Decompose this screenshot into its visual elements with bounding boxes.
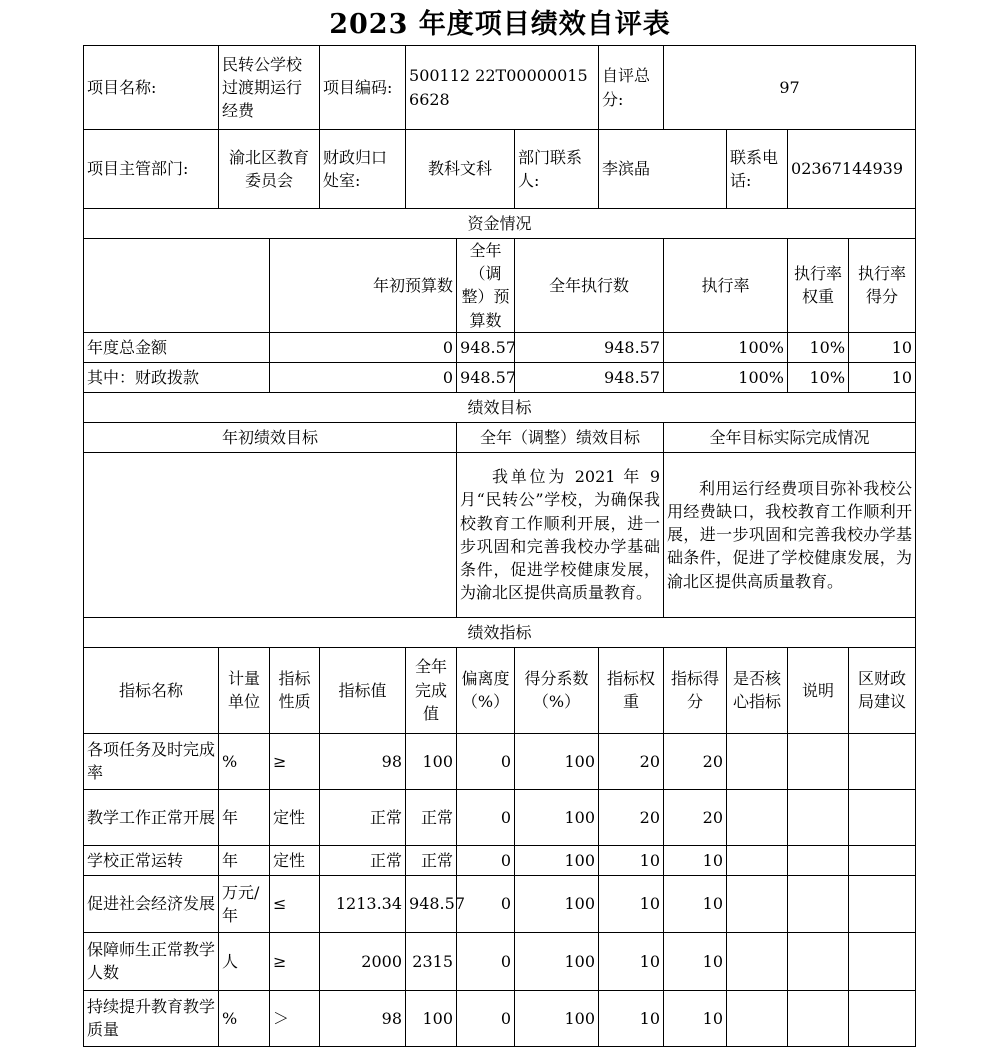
indicator-cell — [849, 845, 916, 875]
goals-col-header: 全年目标实际完成情况 — [664, 422, 916, 452]
funds-cell: 其中：财政拨款 — [84, 362, 270, 392]
indicator-cell — [788, 845, 849, 875]
indicator-cell — [788, 789, 849, 845]
funds-cell: 100% — [664, 332, 788, 362]
indicator-col-header: 指标得分 — [664, 647, 727, 733]
indicator-cell — [849, 990, 916, 1046]
project-code-value: 500112 22T000000156628 — [406, 46, 599, 130]
indicator-row — [84, 932, 916, 990]
project-code-label: 项目编码: — [320, 46, 406, 130]
indicator-col-header: 计量单位 — [219, 647, 270, 733]
indicator-cell: % — [219, 990, 270, 1046]
indicator-cell: 1213.34 — [320, 875, 406, 932]
indicator-col-header: 全年完成值 — [406, 647, 457, 733]
phone-label: 联系电话: — [727, 130, 788, 209]
indicator-cell: ＞ — [270, 990, 320, 1046]
indicator-cell: 948.57 — [406, 875, 457, 932]
indicator-cell — [727, 990, 788, 1046]
indicator-cell: ≤ — [270, 875, 320, 932]
funds-cell: 100% — [664, 362, 788, 392]
indicator-cell: % — [219, 733, 270, 789]
funds-col-header: 年初预算数 — [270, 239, 457, 333]
indicator-cell: 20 — [599, 789, 664, 845]
finance-office-label: 财政归口处室: — [320, 130, 406, 209]
indicator-cell: 人 — [219, 932, 270, 990]
funds-col-header: 全年（调整）预算数 — [457, 239, 515, 333]
funds-col-header: 执行率 — [664, 239, 788, 333]
indicator-cell: 20 — [664, 733, 727, 789]
indicator-cell: 促进社会经济发展 — [84, 875, 219, 932]
indicator-cell: 教学工作正常开展 — [84, 789, 219, 845]
indicator-cell: 100 — [515, 789, 599, 845]
indicator-col-header: 说明 — [788, 647, 849, 733]
dept-value: 渝北区教育委员会 — [219, 130, 320, 209]
funds-cell: 10 — [849, 362, 916, 392]
funds-cell: 0 — [270, 362, 457, 392]
funds-cell: 948.57 — [515, 362, 664, 392]
indicator-cell: 20 — [599, 733, 664, 789]
funds-header-row — [84, 239, 916, 333]
indicator-cell — [849, 789, 916, 845]
indicator-cell: 10 — [664, 875, 727, 932]
indicator-col-header: 指标值 — [320, 647, 406, 733]
indicator-cell — [788, 733, 849, 789]
indicator-col-header: 指标性质 — [270, 647, 320, 733]
indicator-cell: 100 — [515, 845, 599, 875]
indicator-cell — [727, 932, 788, 990]
indicator-cell — [788, 990, 849, 1046]
funds-cell: 0 — [270, 332, 457, 362]
indicator-cell: 0 — [457, 845, 515, 875]
indicator-cell: 98 — [320, 990, 406, 1046]
indicator-cell: ≥ — [270, 733, 320, 789]
page-title: 2023 年度项目绩效自评表 — [329, 9, 671, 40]
indicator-col-header: 指标名称 — [84, 647, 219, 733]
indicator-cell: 10 — [664, 990, 727, 1046]
self-evaluation-table — [83, 45, 916, 1047]
indicator-col-header: 是否核心指标 — [727, 647, 788, 733]
indicator-cell — [849, 875, 916, 932]
indicator-row — [84, 733, 916, 789]
indicator-cell: 保障师生正常教学人数 — [84, 932, 219, 990]
indicator-cell: 0 — [457, 932, 515, 990]
contact-label: 部门联系人: — [515, 130, 599, 209]
funds-row — [84, 332, 916, 362]
funds-cell: 948.57 — [515, 332, 664, 362]
indicator-cell — [727, 733, 788, 789]
finance-office-value: 教科文科 — [406, 130, 515, 209]
indicator-cell — [849, 932, 916, 990]
funds-cell: 年度总金额 — [84, 332, 270, 362]
indicator-cell: 10 — [599, 875, 664, 932]
funds-cell: 948.57 — [457, 332, 515, 362]
indicator-cell: 10 — [664, 845, 727, 875]
indicator-row — [84, 990, 916, 1046]
funds-col-header: 执行率权重 — [788, 239, 849, 333]
funds-col-header — [84, 239, 270, 333]
indicator-cell: 万元/年 — [219, 875, 270, 932]
goals-col-header: 年初绩效目标 — [84, 422, 457, 452]
indicator-cell: 正常 — [320, 789, 406, 845]
indicator-cell: 100 — [515, 733, 599, 789]
indicator-cell: 2315 — [406, 932, 457, 990]
indicator-cell — [849, 733, 916, 789]
indicator-cell: 0 — [457, 789, 515, 845]
header-row-dept — [84, 130, 916, 209]
indicator-cell: 98 — [320, 733, 406, 789]
funds-cell: 10% — [788, 362, 849, 392]
funds-row — [84, 362, 916, 392]
header-row-project — [84, 46, 916, 130]
indicator-cell: 10 — [599, 932, 664, 990]
indicator-col-header: 指标权重 — [599, 647, 664, 733]
indicator-cell: 定性 — [270, 789, 320, 845]
indicator-cell: 2000 — [320, 932, 406, 990]
indicator-col-header: 得分系数（%） — [515, 647, 599, 733]
funds-cell: 948.57 — [457, 362, 515, 392]
indicator-cell: 100 — [515, 932, 599, 990]
indicator-cell: 100 — [515, 990, 599, 1046]
goal-initial — [84, 452, 457, 617]
indicator-cell: 100 — [515, 875, 599, 932]
indicators-header-row — [84, 647, 916, 733]
phone-value: 02367144939 — [788, 130, 916, 209]
indicator-cell: 10 — [664, 932, 727, 990]
funds-cell: 10 — [849, 332, 916, 362]
self-score-value: 97 — [664, 46, 916, 130]
indicator-cell: ≥ — [270, 932, 320, 990]
indicator-cell: 各项任务及时完成率 — [84, 733, 219, 789]
indicator-cell: 100 — [406, 990, 457, 1046]
indicator-cell: 学校正常运转 — [84, 845, 219, 875]
indicator-cell — [727, 845, 788, 875]
indicator-cell: 0 — [457, 990, 515, 1046]
indicator-cell: 0 — [457, 733, 515, 789]
indicator-cell — [727, 789, 788, 845]
indicator-cell: 20 — [664, 789, 727, 845]
indicator-cell: 持续提升教育教学质量 — [84, 990, 219, 1046]
goals-header-row — [84, 422, 916, 452]
indicator-row — [84, 845, 916, 875]
indicator-cell: 年 — [219, 845, 270, 875]
indicator-cell: 正常 — [406, 789, 457, 845]
goal-adjusted: 我单位为 2021 年 9 月“民转公”学校，为确保我校教育工作顺利开展，进一步巩固和完善我校办学基础条件，促进学校健康发展，为渝北区提供高质量教育。 — [457, 452, 664, 617]
indicator-cell: 年 — [219, 789, 270, 845]
indicator-col-header: 偏离度（%） — [457, 647, 515, 733]
indicator-row — [84, 789, 916, 845]
indicator-col-header: 区财政局建议 — [849, 647, 916, 733]
funds-cell: 10% — [788, 332, 849, 362]
funds-col-header: 全年执行数 — [515, 239, 664, 333]
indicator-cell: 10 — [599, 845, 664, 875]
dept-label: 项目主管部门: — [84, 130, 219, 209]
indicator-cell: 100 — [406, 733, 457, 789]
indicator-cell: 正常 — [406, 845, 457, 875]
indicator-cell — [788, 932, 849, 990]
indicator-cell: 0 — [457, 875, 515, 932]
goals-col-header: 全年（调整）绩效目标 — [457, 422, 664, 452]
indicator-cell: 10 — [599, 990, 664, 1046]
goals-content-row — [84, 452, 916, 617]
funds-section-title: 资金情况 — [84, 209, 916, 239]
indicator-cell — [788, 875, 849, 932]
project-name-label: 项目名称: — [84, 46, 219, 130]
indicator-cell: 正常 — [320, 845, 406, 875]
contact-value: 李滨晶 — [599, 130, 727, 209]
funds-col-header: 执行率得分 — [849, 239, 916, 333]
indicators-section-title: 绩效指标 — [84, 617, 916, 647]
self-score-label: 自评总分: — [599, 46, 664, 130]
project-name-value: 民转公学校过渡期运行经费 — [219, 46, 320, 130]
indicator-cell: 定性 — [270, 845, 320, 875]
goal-actual: 利用运行经费项目弥补我校公用经费缺口，我校教育工作顺利开展，进一步巩固和完善我校办学基础条件，促进了学校健康发展，为渝北区提供高质量教育。 — [664, 452, 916, 617]
goals-section-title: 绩效目标 — [84, 392, 916, 422]
indicator-row — [84, 875, 916, 932]
indicator-cell — [727, 875, 788, 932]
